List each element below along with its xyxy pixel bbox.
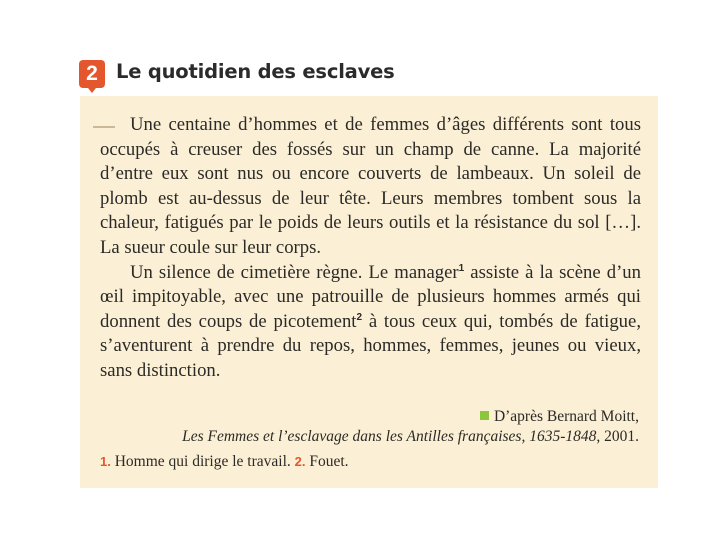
source-citation [119, 407, 639, 447]
paragraph-2 [100, 261, 641, 384]
source-work: Les Femmes et l’esclavage dans les Antilles françaises, 1635-1848 [182, 428, 597, 445]
footnote-2-text: Fouet. [309, 453, 349, 470]
document-number-badge: 2 [79, 60, 105, 88]
footnote-ref-1: 1 [458, 262, 465, 274]
paragraph-1: Une centaine d’hommes et de femmes d’âges différents sont tous occupés à creuser des fossés sur un champ de canne. La majorité d’entre eux sont nus ou encore couverts de lambeaux. Un soleil de plomb est au-dessus de leur tête. Leurs membres tombent sous la chaleur, fatigués par le poids de leurs outils et la résistance du sol […]. La sueur coule sur leur corps. [100, 114, 641, 258]
footnote-1-text: Homme qui dirige le travail. [114, 453, 291, 470]
footnote-1-number: 1. [100, 454, 111, 469]
source-author: D’après Bernard Moitt, [493, 408, 639, 425]
paragraph-2-part-3: à tous ceux qui, tombés de fatigue, s’aventurent à prendre du repos, hommes, femmes, jeunes ou vieux, sans distinction. [100, 310, 641, 381]
source-marker-icon [480, 411, 489, 420]
text-panel [80, 96, 658, 488]
document-header [79, 56, 659, 92]
footnotes [100, 453, 349, 471]
document-title: Le quotidien des esclaves [116, 60, 395, 83]
document-text [100, 113, 641, 384]
paragraph-2-part-1: Un silence de cimetière règne. Le manager [130, 261, 459, 283]
source-year: , 2001. [596, 428, 639, 445]
footnote-2-number: 2. [294, 454, 306, 469]
footnote-ref-2: 2 [356, 311, 363, 323]
paragraph-2-part-2: assiste à la scène d’un œil impitoyable, avec une patrouille de plusieurs hommes armés qui donnent des coups de picotement [100, 261, 641, 332]
